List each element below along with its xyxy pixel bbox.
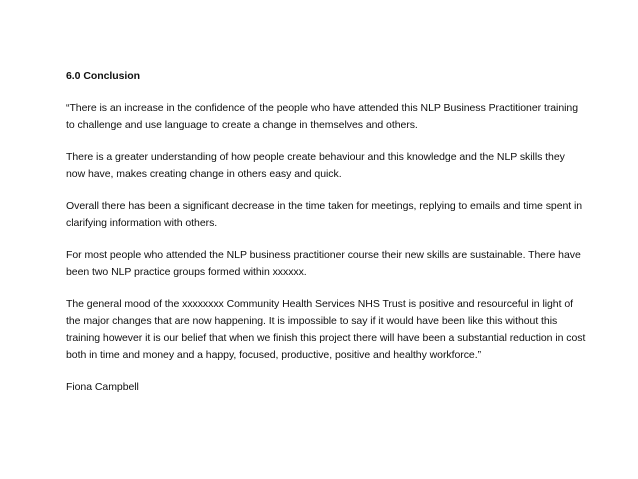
document-page [66,68,586,396]
paragraph-understanding: There is a greater understanding of how people create behaviour and this knowledge and the NLP skills they now have, makes creating change in others easy and quick. [66,151,565,180]
paragraph-confidence: “There is an increase in the confidence of the people who have attended this NLP Business Practitioner training to challenge and use language to create a change in themselves and others. [66,102,578,131]
paragraph-general-mood: The general mood of the xxxxxxxx Community Health Services NHS Trust is positive and resourceful in light of the major changes that are now happening. It is impossible to say if it would have been like this without this training however it is our belief that when we finish this project there will have been a substantial reduction in cost both in time and money and a happy, focused, productive, positive and healthy workforce.” [66,298,586,361]
section-heading: 6.0 Conclusion [66,70,140,82]
paragraph-time-savings: Overall there has been a significant decrease in the time taken for meetings, replying to emails and time spent in clarifying information with others. [66,200,583,229]
paragraph-sustainability: For most people who attended the NLP business practitioner course their new skills are sustainable. There have been two NLP practice groups formed within xxxxxx. [66,249,581,278]
author-signature: Fiona Campbell [66,381,139,393]
